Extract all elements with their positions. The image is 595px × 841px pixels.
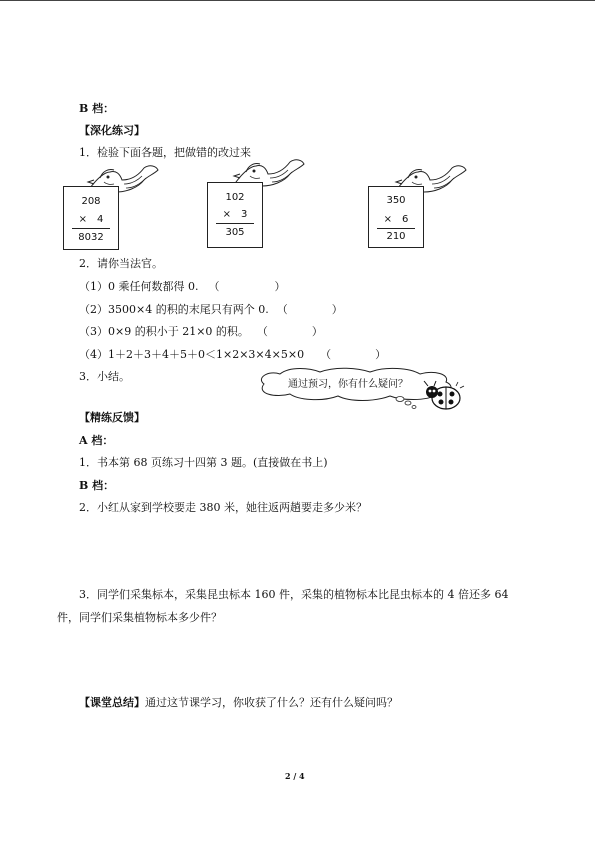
calc-line-2: × 6 bbox=[383, 214, 409, 225]
answer-blank[interactable]: （ ） bbox=[320, 348, 387, 361]
calc-box-2 bbox=[207, 182, 263, 248]
level-b-label-2: B 档： bbox=[79, 479, 115, 492]
judge-statement: （3）0×9 的积小于 21×0 的积。 bbox=[79, 325, 249, 338]
feedback-question-3-line-2: 件，同学们采集植物标本多少件？ bbox=[57, 611, 222, 624]
judge-item-4 bbox=[79, 348, 386, 362]
feedback-question-2: 2．小红从家到学校要走 380 米，她往返两趟要走多少米？ bbox=[79, 501, 367, 514]
feedback-question-1: 1．书本第 68 页练习十四第 3 题。(直接做在书上) bbox=[79, 456, 328, 469]
calc-line-2: × 3 bbox=[222, 209, 248, 220]
calc-line-3: 8032 bbox=[78, 232, 104, 243]
class-summary bbox=[79, 696, 398, 710]
bubble-text: 通过预习，你有什么疑问？ bbox=[288, 379, 408, 390]
deepen-practice-heading: 【深化练习】 bbox=[79, 124, 145, 137]
answer-blank[interactable]: （ ） bbox=[276, 303, 343, 316]
top-border-line bbox=[0, 0, 595, 1]
calc-line-1: 208 bbox=[81, 196, 101, 207]
calc-line-1: 102 bbox=[225, 192, 245, 203]
level-a-label: A 档： bbox=[79, 434, 114, 447]
judge-statement: （4）1＋2＋3＋4＋5＋0＜1×2×3×4×5×0 bbox=[79, 348, 305, 361]
level-b-label: B 档： bbox=[79, 102, 115, 115]
calc-line-3: 305 bbox=[225, 227, 245, 238]
question-2: 2．请你当法官。 bbox=[79, 257, 163, 270]
judge-item-3 bbox=[79, 325, 323, 339]
calc-line-2: × 4 bbox=[78, 214, 104, 225]
summary-text: 通过这节课学习，你收获了什么？还有什么疑问吗？ bbox=[145, 696, 398, 709]
calc-box-1 bbox=[63, 186, 119, 250]
ladybug-icon bbox=[420, 380, 466, 412]
question-3: 3．小结。 bbox=[79, 370, 130, 383]
calc-line-3: 210 bbox=[386, 231, 406, 242]
question-1: 1．检验下面各题，把做错的改过来 bbox=[79, 146, 251, 159]
calc-box-3 bbox=[368, 186, 424, 248]
summary-heading: 【课堂总结】 bbox=[79, 696, 145, 709]
calc-line-1: 350 bbox=[386, 195, 406, 206]
calc-divider bbox=[216, 223, 254, 224]
judge-statement: （1）0 乘任何数都得 0. bbox=[79, 280, 199, 293]
calc-divider bbox=[72, 228, 110, 229]
judge-item-1 bbox=[79, 280, 286, 294]
answer-blank[interactable]: （ ） bbox=[208, 280, 286, 293]
feedback-question-3-line-1: 3．同学们采集标本，采集昆虫标本 160 件，采集的植物标本比昆虫标本的 4 倍还多 64 bbox=[79, 588, 509, 601]
answer-blank[interactable]: （ ） bbox=[256, 325, 323, 338]
judge-statement: （2）3500×4 的积的末尾只有两个 0. bbox=[79, 303, 269, 316]
page-number: 2 / 4 bbox=[285, 771, 305, 781]
feedback-heading: 【精练反馈】 bbox=[79, 411, 145, 424]
calc-divider bbox=[377, 228, 415, 229]
judge-item-2 bbox=[79, 303, 343, 317]
